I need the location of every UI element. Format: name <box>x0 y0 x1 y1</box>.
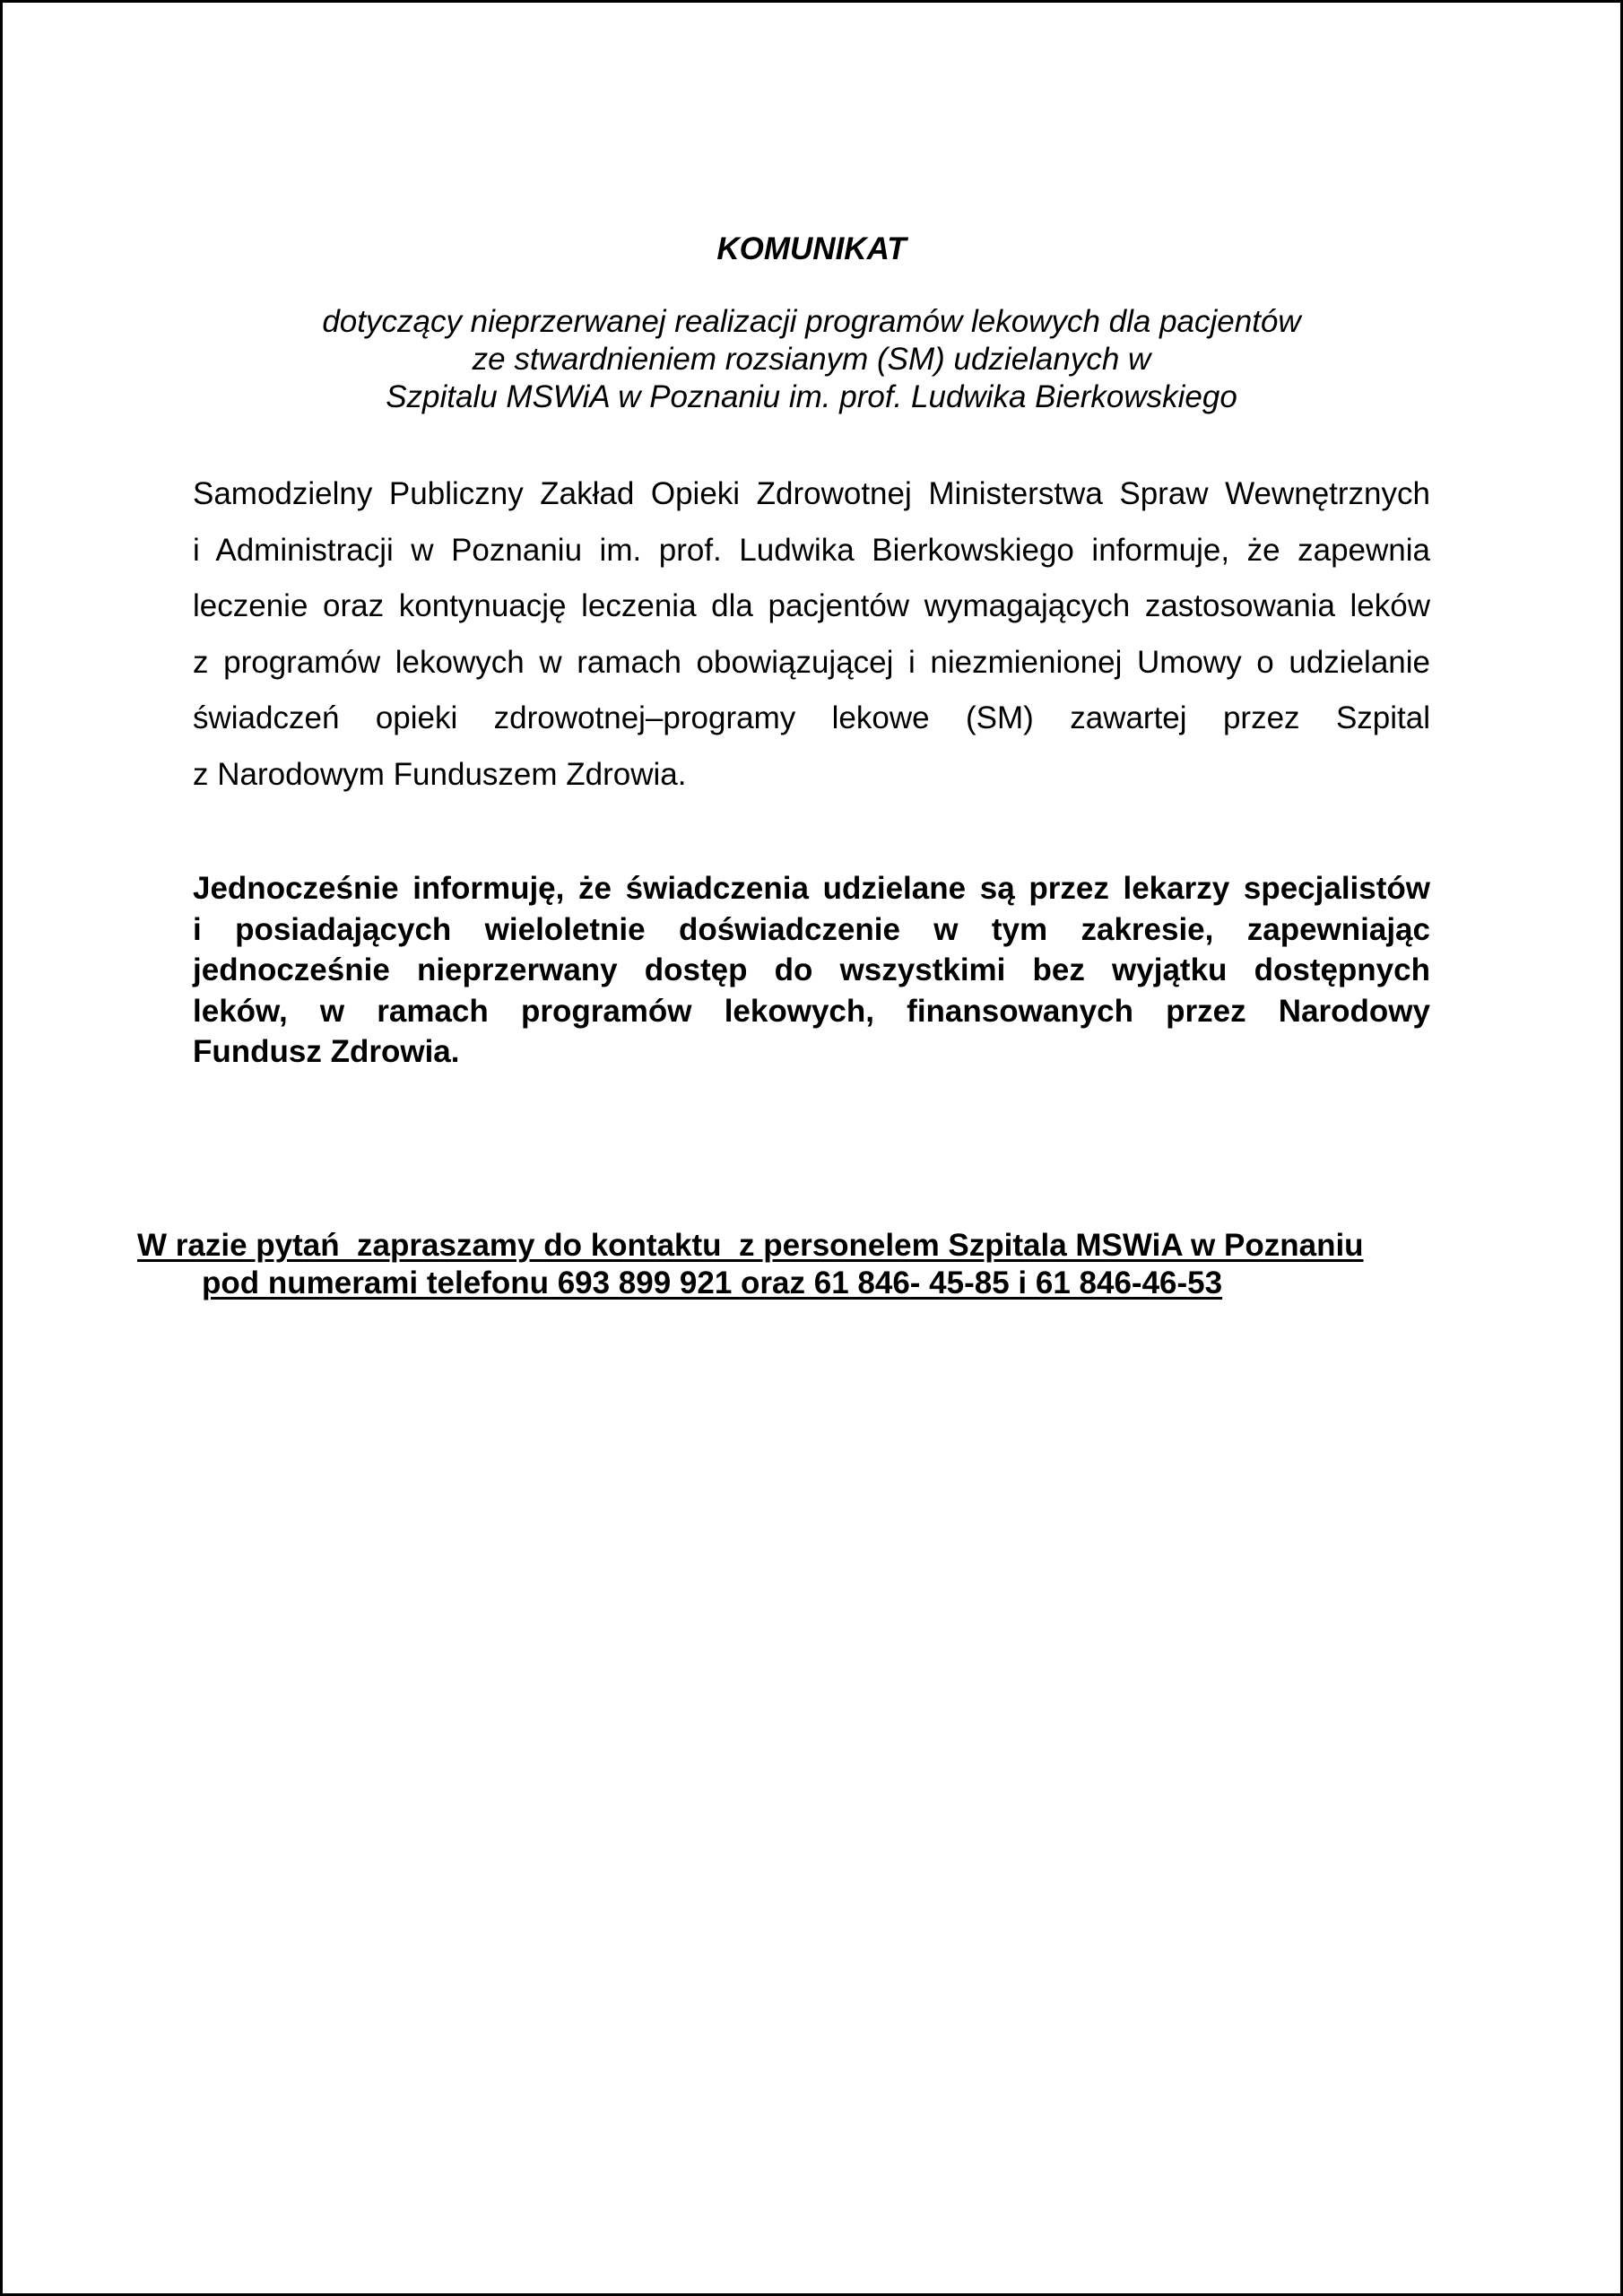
bold-paragraph <box>193 868 1430 1073</box>
contact-phone-line: pod numerami telefonu 693 899 921 oraz 61 846- 45-85 i 61 846-46-53 <box>202 1265 1223 1300</box>
paragraph-line: Fundusz Zdrowia. <box>193 1034 460 1069</box>
main-paragraph <box>193 466 1430 803</box>
paragraph-line: jednocześnie nieprzerwany dostęp do wszystkimi bez wyjątku dostępnych <box>193 952 1430 987</box>
paragraph-line: leków, w ramach programów lekowych, finansowanych przez Narodowy <box>193 993 1430 1029</box>
paragraph-line: z programów lekowych w ramach obowiązującej i niezmienionej Umowy o udzielanie <box>193 644 1430 680</box>
paragraph-line: Samodzielny Publiczny Zakład Opieki Zdrowotnej Ministerstwa Spraw Wewnętrznych <box>193 476 1430 511</box>
subtitle-line: Szpitalu MSWiA w Poznaniu im. prof. Ludwika Bierkowskiego <box>386 379 1237 414</box>
contact-line: W razie pytań zapraszamy do kontaktu z personelem Szpitala MSWiA w Poznaniu <box>137 1228 1364 1263</box>
subtitle-line: dotyczący nieprzerwanej realizacji programów lekowych dla pacjentów <box>322 304 1301 339</box>
document-title: KOMUNIKAT <box>716 231 907 266</box>
paragraph-line: i Administracji w Poznaniu im. prof. Ludwika Bierkowskiego informuje, że zapewnia <box>193 532 1430 568</box>
paragraph-line: Jednocześnie informuję, że świadczenia udzielane są przez lekarzy specjalistów <box>193 871 1430 906</box>
paragraph-line: z Narodowym Funduszem Zdrowia. <box>193 756 687 792</box>
paragraph-line: leczenie oraz kontynuację leczenia dla pacjentów wymagających zastosowania leków <box>193 588 1430 623</box>
subtitle-line: ze stwardnieniem rozsianym (SM) udzielanych w <box>472 342 1151 377</box>
document-subtitle <box>0 303 1623 416</box>
paragraph-line: świadczeń opieki zdrowotnej–programy lekowe (SM) zawartej przez Szpital <box>193 700 1430 735</box>
paragraph-line: i posiadających wieloletnie doświadczenie w tym zakresie, zapewniając <box>193 911 1430 947</box>
